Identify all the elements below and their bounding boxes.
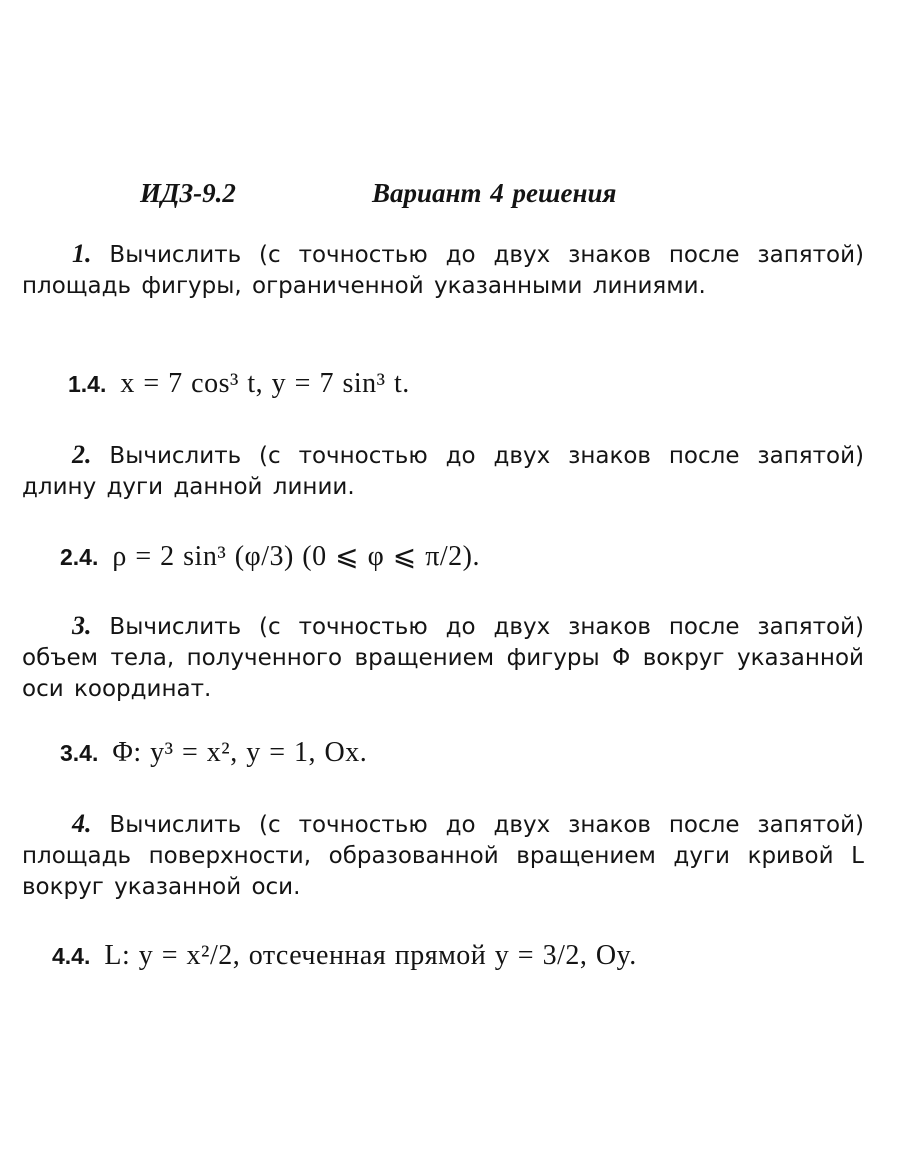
task-2-text: Вычислить (с точностью до двух знаков после запятой) длину дуги данной линии. — [22, 443, 864, 500]
task-3-text: Вычислить (с точностью до двух знаков после запятой) объем тела, полученного вращением фигуры Φ вокруг указанной оси координат. — [22, 614, 864, 702]
task-4-formula-expression: L: y = x²/2, отсеченная прямой y = 3/2, Oy. — [104, 940, 637, 971]
variant-title: Вариант 4 решения — [372, 178, 617, 208]
task-3-number: 3. — [72, 611, 92, 640]
task-1-formula-expression: x = 7 cos³ t, y = 7 sin³ t. — [120, 368, 410, 399]
task-2-formula-number: 2.4. — [60, 544, 99, 570]
assignment-code: ИДЗ-9.2 — [140, 178, 236, 208]
task-4-text: Вычислить (с точностью до двух знаков после запятой) площадь поверхности, образованной вращением дуги кривой L вокруг указанной оси. — [22, 812, 864, 900]
task-2-formula — [60, 539, 480, 573]
task-3-formula-number: 3.4. — [60, 740, 99, 766]
task-4-formula-number: 4.4. — [52, 943, 91, 969]
task-2-formula-expression: ρ = 2 sin³ (φ/3) (0 ⩽ φ ⩽ π/2). — [112, 541, 480, 572]
task-1-formula — [68, 368, 410, 400]
task-1-text: Вычислить (с точностью до двух знаков после запятой) площадь фигуры, ограниченной указанными линиями. — [22, 242, 864, 299]
task-1-number: 1. — [72, 239, 92, 268]
document-header — [140, 172, 700, 216]
task-1-formula-number: 1.4. — [68, 371, 107, 397]
task-2-statement — [22, 439, 864, 503]
task-4-formula — [52, 940, 637, 972]
task-3-formula-expression: Φ: y³ = x², y = 1, Ox. — [112, 737, 368, 768]
task-4-number: 4. — [72, 809, 92, 838]
task-3-formula — [60, 737, 367, 769]
task-3-statement — [22, 610, 864, 705]
task-4-statement — [22, 808, 864, 903]
task-1-statement — [22, 238, 864, 302]
task-2-number: 2. — [72, 440, 92, 469]
